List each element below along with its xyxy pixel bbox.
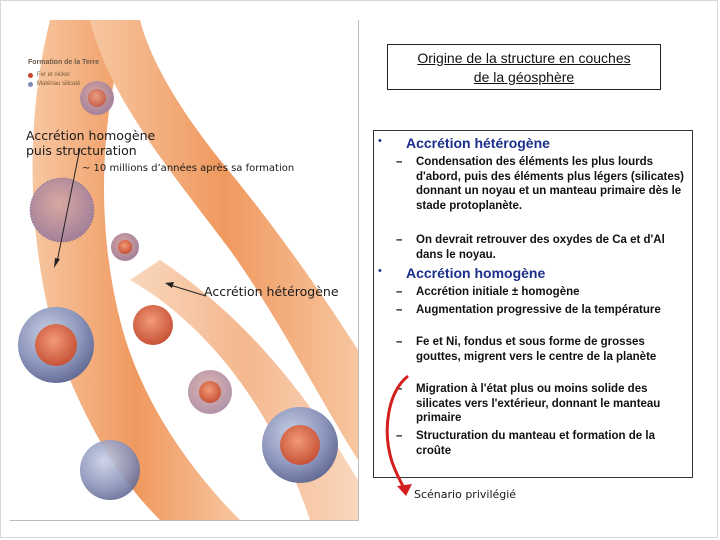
- list-item: [396, 335, 686, 364]
- list-item-text: Migration à l'état plus ou moins solide des silicates vers l'extérieur, donnant le manteau primaire: [416, 383, 661, 425]
- silicate-dot-icon: [28, 82, 33, 87]
- dash-icon: –: [396, 430, 403, 442]
- legend-item-silicate: [28, 80, 99, 89]
- sphere-bottom-left: [80, 440, 140, 500]
- list-item-text: Accrétion initiale ± homogène: [416, 286, 580, 298]
- sphere-homogeneous-upper: [30, 178, 94, 242]
- dash-icon: –: [396, 286, 403, 298]
- title-box: [387, 44, 661, 90]
- list-item-text: Fe et Ni, fondus et sous forme de grosses gouttes, migrent vers le centre de la planète: [416, 336, 657, 363]
- title-line-1: Origine de la structure en couches: [417, 50, 631, 66]
- list-item-text: Condensation des éléments les plus lourds d'abord, puis des éléments plus légers (silicates) donnant un noyau et un manteau primaire dès le stade protoplanète.: [416, 156, 684, 212]
- accretion-illustration: [10, 20, 358, 520]
- label-time: ~ 10 millions d’années après sa formation: [82, 163, 295, 174]
- planetesimal-middle: [111, 233, 139, 261]
- iron-dot-icon: [28, 73, 33, 78]
- section-heading-heterogeneous: Accrétion hétérogène: [406, 135, 550, 151]
- list-item: [396, 155, 686, 213]
- list-item: [396, 233, 686, 262]
- legend-item-iron: [28, 71, 99, 80]
- list-item: [396, 303, 686, 318]
- illustration-legend: [28, 58, 99, 89]
- list-item: [396, 382, 686, 426]
- legend-title: Formation de la Terre: [28, 59, 100, 66]
- bullet-icon: •: [378, 265, 382, 277]
- content-box: [373, 130, 693, 478]
- label-heterogeneous-accretion: Accrétion hétérogène: [204, 284, 339, 299]
- list-item: [396, 429, 686, 458]
- title-line-2: de la géosphère: [473, 69, 575, 85]
- list-item-text: Augmentation progressive de la température: [416, 304, 661, 316]
- list-item-text: Structuration du manteau et formation de la croûte: [416, 430, 655, 457]
- dash-icon: –: [396, 304, 403, 316]
- bullet-icon: •: [378, 135, 382, 147]
- label-homogeneous-accretion: Accrétion homogène puis structuration: [26, 128, 156, 158]
- dash-icon: –: [396, 156, 403, 168]
- list-item-text: On devrait retrouver des oxydes de Ca et d'Al dans le noyau.: [416, 234, 665, 261]
- sphere-heterogeneous-final: [262, 407, 338, 483]
- illustration-panel: [10, 20, 359, 521]
- dash-icon: –: [396, 336, 403, 348]
- sphere-differentiated-left: [18, 307, 94, 383]
- legend-label-iron: Fer et nickel: [37, 71, 70, 78]
- label-scenario: Scénario privilégié: [414, 488, 517, 501]
- dash-icon: –: [396, 383, 403, 395]
- sphere-heterogeneous-middle: [133, 305, 173, 345]
- sphere-heterogeneous-scatter: [188, 370, 232, 414]
- section-heading-homogeneous: Accrétion homogène: [406, 265, 546, 281]
- list-item: [396, 285, 686, 300]
- dash-icon: –: [396, 234, 403, 246]
- legend-label-silicate: Matériau silicaté: [37, 80, 81, 87]
